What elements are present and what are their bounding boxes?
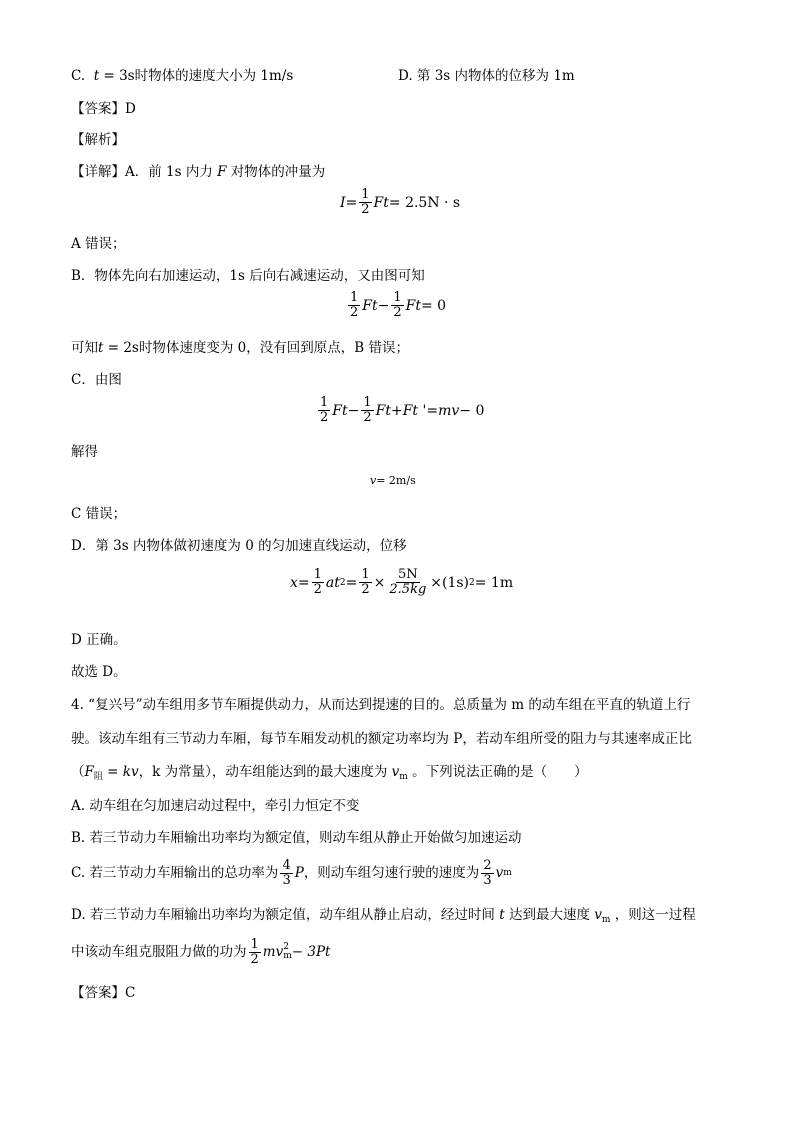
q3-b-conclusion: 可知t = 2s时物体速度变为 0，没有回到原点，B 错误； [71,340,409,356]
q3-analysis-tag: 【解析】 [71,132,125,148]
q3-c-wrong: C 错误； [71,506,127,522]
q4-option-d-line2: 中该动车组克服阻力做的功为 $\frac{1}{2}$ mv 2 m − 3Pt [71,936,331,967]
super-sub: 2 m [283,942,292,961]
q3-d-right: D 正确。 [71,632,127,648]
q3-b-intro: B．物体先向右加速运动，1s 后向右减速运动，又由图可知 [71,268,425,284]
q4-answer: 【答案】C [71,985,136,1001]
fraction: $\frac{1}{2}$ [350,290,359,320]
equation-b: $\frac{1}{2}$ Ft − $\frac{1}{2}$ Ft = 0 [350,290,447,320]
q3-c-intro: C．由图 [71,372,122,388]
fraction: $\frac{1}{2}$ [313,567,322,597]
equation-impulse: I = $\frac{1}{2}$ Ft = 2.5N · s [340,187,461,217]
q4-stem-line1: 4. “复兴号”动车组用多节车厢提供动力，从而达到提速的目的。总质量为 m 的动车组在平直的轨道上行 [71,697,691,713]
fraction: $\frac{1}{2}$ [363,395,372,425]
q4-option-d-line1: D. 若三节动力车厢输出功率均为额定值，动车组从静止启动，经过时间 t 达到最大速度 $v_m$ ，则这一过程 [71,907,696,925]
fraction: $\frac{1}{2}$ [250,936,259,967]
q4-option-c: C. 若三节动力车厢输出的总功率为 $\frac{4}{3}$ P ，则动车组匀速行驶的速度为 $\frac{2}{3}$ v m [71,857,512,888]
equation-velocity: v = 2m/s [370,474,416,487]
fraction: $\frac{1}{2}$ [361,187,370,217]
q4-stem-line2: 驶。该动车组有三节动力车厢，每节车厢发动机的额定功率均为 P，若动车组所受的阻力与其速率成正比 [71,731,692,747]
q3-solve: 解得 [71,444,98,460]
fraction: $\frac{1}{2}$ [361,567,370,597]
q3-a-wrong: A 错误； [71,236,126,252]
fraction: $\frac{1}{2}$ [320,395,329,425]
q3-detail-a: 【详解】A．前 1s 内力 F 对物体的冲量为 [71,164,326,180]
equation-displacement: x = $\frac{1}{2}$ at 2 = $\frac{1}{2}$ × $\frac{5N}{2.5kg}$ × (1s) 2 = 1m [290,567,514,597]
fraction: $\frac{5N}{2.5kg}$ [389,567,427,597]
q3-choose: 故选 D。 [71,664,127,680]
q3-option-c: C. t = 3s时物体的速度大小为 1m/s [71,68,294,84]
q4-option-a: A. 动车组在匀加速启动过程中，牵引力恒定不变 [71,798,360,814]
q4-option-b: B. 若三节动力车厢输出功率均为额定值，则动车组从静止开始做匀加速运动 [71,830,522,846]
q3-option-d: D. 第 3s 内物体的位移为 1m [398,68,575,84]
fraction: $\frac{1}{2}$ [393,290,402,320]
q3-answer: 【答案】D [71,101,136,117]
equation-c: $\frac{1}{2}$ Ft − $\frac{1}{2}$ Ft + Ft ' = mv − 0 [320,395,485,425]
q4-stem-line3: （$F_阻$ = kv，k 为常量），动车组能达到的最大速度为 $v_m$ 。下列说法正确的是（ ） [71,764,588,782]
fraction: $\frac{2}{3}$ [483,857,492,888]
fraction: $\frac{4}{3}$ [282,857,291,888]
q3-d-intro: D．第 3s 内物体做初速度为 0 的匀加速直线运动，位移 [71,538,407,554]
